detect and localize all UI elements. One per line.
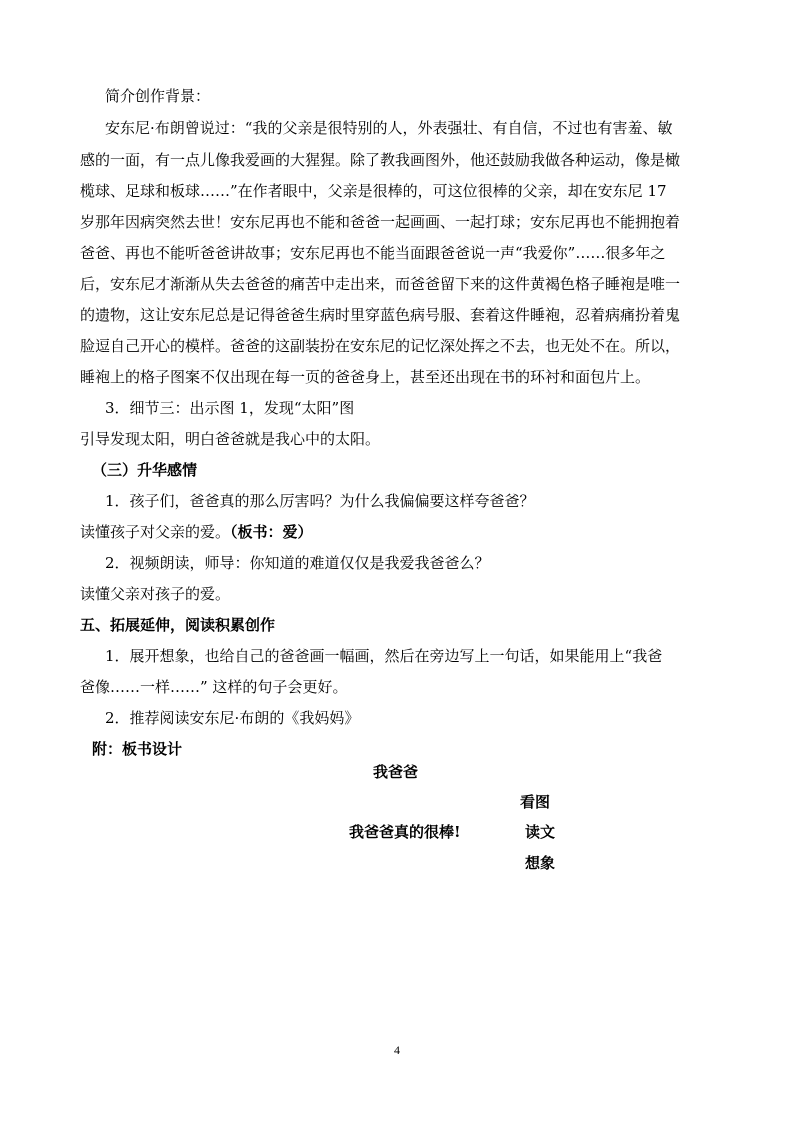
paragraph-line: 睡袍上的格子图案不仅出现在每一页的爸爸身上，甚至还出现在书的环衬和面包片上。 [80,368,651,386]
paragraph-line: 1．孩子们，爸爸真的那么厉害吗？为什么我偏偏要这样夸爸爸？ [105,492,535,510]
paragraph-line: 岁那年因病突然去世！安东尼再也不能和爸爸一起画画、一起打球；安东尼再也不能拥抱着 [80,213,681,231]
paragraph-line: 爸像……一样……” 这样的句子会更好。 [80,678,348,696]
section-heading-extension: 五、拓展延伸，阅读积累创作 [80,616,276,634]
section-heading-sublimate: （三）升华感情 [92,461,198,479]
board-title: 我爸爸 [373,763,419,781]
paragraph-line: 2．视频朗读，师导：你知道的难道仅仅是我爱我爸爸么？ [105,554,490,572]
detail-three: 3．细节三：出示图 1，发现“太阳”图 [105,399,355,417]
paragraph-line [80,522,313,542]
paragraph-line: 脸逗自己开心的模样。爸爸的这副装扮在安东尼的记忆深处挥之不去，也无处不在。所以， [80,337,681,355]
board-item: 想象 [525,854,556,872]
paragraph-text: 读懂孩子对父亲的爱。 [80,523,231,541]
appendix-heading: 附：板书设计 [92,740,183,758]
paragraph-line: 感的一面，有一点儿像我爱画的大猩猩。除了教我画图外，他还鼓励我做各种运动，像是橄 [80,151,681,169]
paragraph-intro-heading: 简介创作背景： [105,87,211,105]
paragraph-line: 读懂父亲对孩子的爱。 [80,585,231,603]
paragraph-line: 引导发现太阳，明白爸爸就是我心中的太阳。 [80,430,381,448]
board-item: 看图 [520,793,551,811]
paragraph-line: 1．展开想象，也给自己的爸爸画一幅画，然后在旁边写上一句话，如果能用上“我爸 [105,647,663,665]
board-main: 我爸爸真的很棒! [349,823,461,841]
paragraph-line: 榄球、足球和板球……”在作者眼中，父亲是很棒的，可这位很棒的父亲，却在安东尼 17 [80,182,667,200]
page-number: 4 [394,1043,400,1057]
paragraph-line: 2．推荐阅读安东尼·布朗的《我妈妈》 [105,709,360,727]
board-item: 读文 [525,823,556,841]
paragraph-line: 后，安东尼才渐渐从失去爸爸的痛苦中走出来，而爸爸留下来的这件黄褐色格子睡袍是唯一 [80,275,681,293]
paragraph-line: 安东尼·布朗曾说过：“我的父亲是很特别的人，外表强壮、有自信，不过也有害羞、敏 [105,119,673,137]
paragraph-line: 爸爸、再也不能听爸爸讲故事；安东尼再也不能当面跟爸爸说一声“我爱你”……很多年之 [80,244,666,262]
paragraph-line: 的遗物，这让安东尼总是记得爸爸生病时里穿蓝色病号服、套着这件睡袍，忍着病痛扮着鬼 [80,306,681,324]
board-note: （板书：爱） [230,523,313,541]
